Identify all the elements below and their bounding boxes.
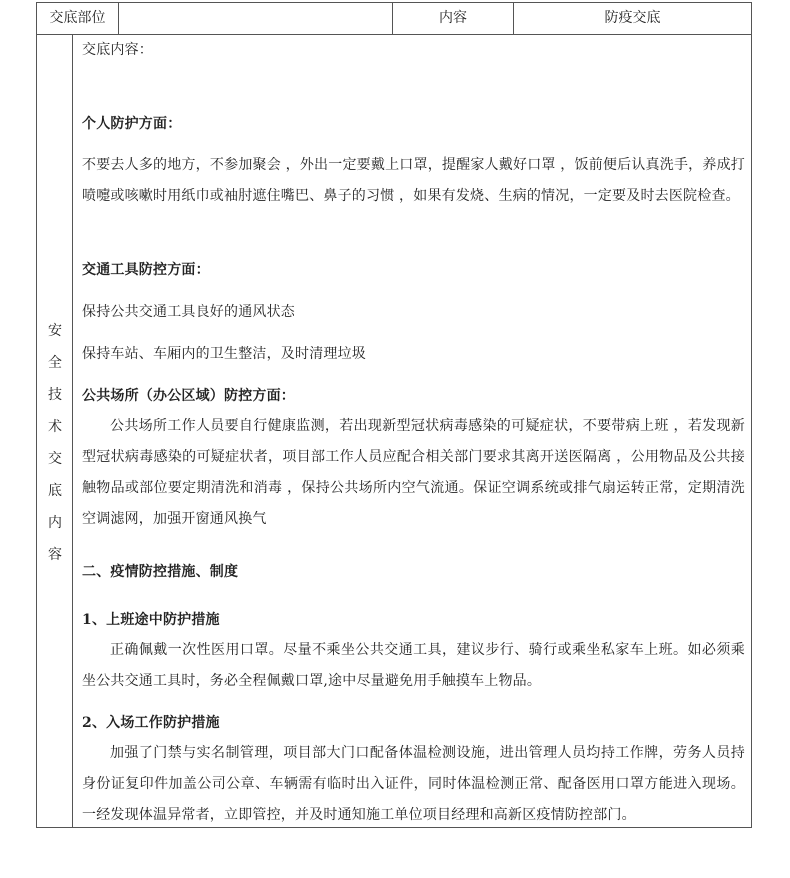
side-label-char: 术	[48, 419, 62, 435]
intro-label: 交底内容：	[82, 42, 153, 58]
header-cell-part-value	[119, 3, 393, 34]
heading-transport: 交通工具防控方面：	[82, 262, 210, 278]
side-label-char: 交	[48, 451, 62, 467]
side-label-char: 安	[48, 323, 62, 339]
heading-section-2: 二、疫情防控措施、制度	[82, 564, 239, 580]
header-cell-part-label: 交底部位	[37, 3, 119, 34]
side-label-char: 底	[48, 483, 62, 499]
header-cell-content-value: 防疫交底	[604, 10, 661, 26]
side-label-column	[37, 35, 73, 827]
paragraph-personal: 不要去人多的地方，不参加聚会 ，外出一定要戴上口罩，提醒家人戴好口罩 ，饭前便后认真洗手，养成打喷嚏或咳嗽时用纸巾或袖肘遮住嘴巴、鼻子的习惯 ，如果有发烧、生病的情况，一定要及时去医院检查。	[82, 157, 745, 204]
heading-public: 公共场所（办公区域）防控方面：	[82, 388, 295, 404]
heading-commute: 1、上班途中防护措施	[82, 612, 220, 628]
heading-entry: 2、入场工作防护措施	[82, 715, 220, 731]
header-cell-content-label: 内容	[393, 3, 514, 34]
side-label-char: 全	[48, 355, 62, 371]
side-label-char: 内	[48, 515, 62, 531]
side-label-char: 容	[48, 547, 62, 563]
heading-personal: 个人防护方面：	[82, 116, 182, 132]
paragraph-entry: 加强了门禁与实名制管理，项目部大门口配备体温检测设施，进出管理人员均持工作牌，劳务人员持身份证复印件加盖公司公章、车辆需有临时出入证件，同时体温检测正常、配备医用口罩方能进入现场。一经发现体温异常者，立即管控，并及时通知施工单位项目经理和高新区疫情防控部门。	[82, 745, 745, 823]
paragraph-transport-1: 保持公共交通工具良好的通风状态	[82, 304, 295, 320]
disclosure-content	[73, 35, 751, 827]
side-label-char: 技	[48, 387, 62, 403]
paragraph-public: 公共场所工作人员要自行健康监测，若出现新型冠状病毒感染的可疑症状，不要带病上班 ，若发现新型冠状病毒感染的可疑症状者，项目部工作人员应配合相关部门要求其离开送医隔离 ，公用物品及公共接触物品或部位要定期清洗和消毒 ，保持公共场所内空气流通。保证空调系统或排气扇运转正常，定期清洗空调滤网，加强开窗通风换气	[82, 418, 745, 527]
paragraph-transport-2: 保持车站、车厢内的卫生整洁，及时清理垃圾	[82, 346, 366, 362]
paragraph-commute: 正确佩戴一次性医用口罩。尽量不乘坐公共交通工具，建议步行、骑行或乘坐私家车上班。如必须乘坐公共交通工具时，务必全程佩戴口罩,途中尽量避免用手触摸车上物品。	[82, 642, 745, 689]
side-label	[37, 315, 73, 571]
table-header-row	[37, 3, 751, 35]
disclosure-table	[36, 2, 752, 828]
